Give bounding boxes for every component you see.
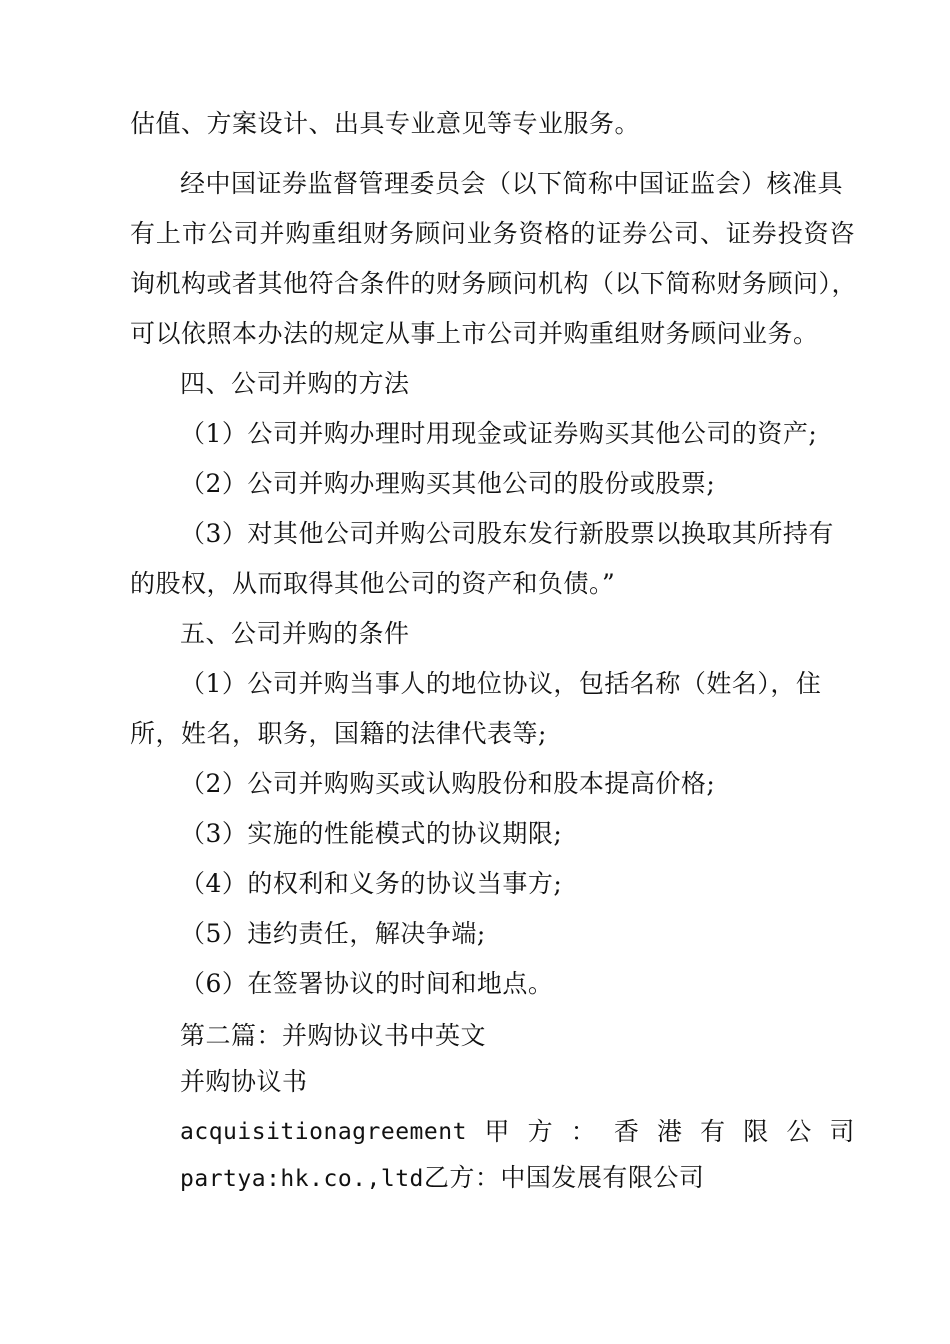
agreement-char: 限	[743, 1117, 769, 1146]
list-item-continuation: 所，姓名，职务，国籍的法律代表等;	[130, 719, 547, 748]
agreement-char: 有	[700, 1117, 726, 1146]
section-heading: 五、公司并购的条件	[180, 619, 410, 648]
list-item: （6）在签署协议的时间和地点。	[180, 969, 554, 998]
paragraph-line: 有上市公司并购重组财务顾问业务资格的证券公司、证券投资咨	[130, 219, 855, 248]
agreement-char: 香	[613, 1117, 640, 1146]
list-item: （4）的权利和义务的协议当事方;	[180, 869, 563, 898]
agreement-title: 并购协议书	[180, 1067, 308, 1096]
list-item: （3）对其他公司并购公司股东发行新股票以换取其所持有	[180, 519, 834, 548]
section-heading: 四、公司并购的方法	[180, 369, 410, 398]
party-a-english: partya:hk.co.,ltd	[180, 1166, 424, 1192]
paragraph-line: 可以依照本办法的规定从事上市公司并购重组财务顾问业务。	[130, 319, 819, 348]
agreement-line-1	[180, 1114, 855, 1150]
list-item: （1）公司并购当事人的地位协议，包括名称（姓名），住	[180, 669, 822, 698]
agreement-line-2	[180, 1160, 855, 1196]
paragraph-line: 询机构或者其他符合条件的财务顾问机构（以下简称财务顾问），	[130, 269, 858, 298]
agreement-char: 港	[656, 1117, 683, 1146]
agreement-title-english: acquisitionagreement	[180, 1119, 467, 1145]
list-item: （3）实施的性能模式的协议期限;	[180, 819, 563, 848]
list-item: （5）违约责任，解决争端;	[180, 919, 486, 948]
paragraph-line: 经中国证券监督管理委员会（以下简称中国证监会）核准具	[180, 169, 844, 198]
paragraph-line: 估值、方案设计、出具专业意见等专业服务。	[130, 109, 641, 138]
agreement-char: 甲	[484, 1117, 511, 1146]
list-item: （1）公司并购办理时用现金或证券购买其他公司的资产;	[180, 419, 818, 448]
list-item: （2）公司并购办理购买其他公司的股份或股票;	[180, 469, 716, 498]
list-item: （2）公司并购购买或认购股份和股本提高价格;	[180, 769, 716, 798]
list-item-continuation: 的股权，从而取得其他公司的资产和负债。”	[130, 569, 616, 598]
party-b-chinese: 乙方：中国发展有限公司	[423, 1163, 705, 1192]
chapter-title: 第二篇：并购协议书中英文	[180, 1021, 487, 1050]
agreement-char: ：	[570, 1117, 597, 1146]
agreement-char: 公	[786, 1117, 812, 1146]
agreement-char: 司	[829, 1117, 855, 1146]
agreement-char: 方	[527, 1117, 554, 1146]
